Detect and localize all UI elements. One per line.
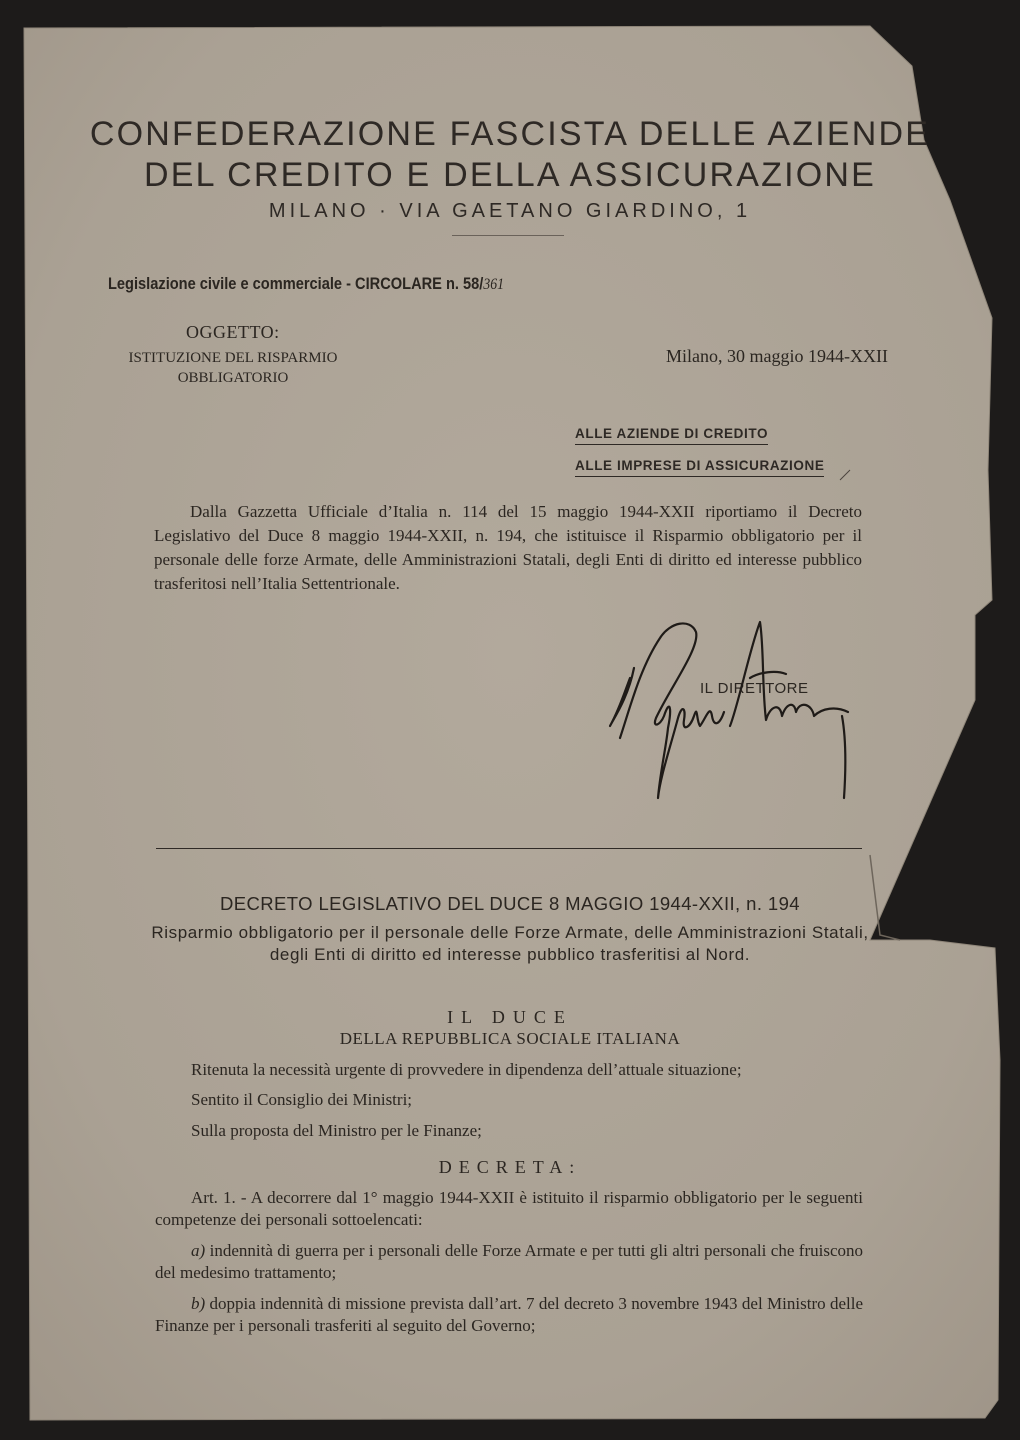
article-1 bbox=[155, 1187, 863, 1231]
oggetto-text: ISTITUZIONE DEL RISPARMIO OBBLIGATORIO bbox=[128, 350, 338, 386]
recipient-2 bbox=[575, 458, 824, 473]
item-a-label: a) bbox=[191, 1241, 206, 1260]
heading-decreta: DECRETA: bbox=[438, 1157, 582, 1177]
recipient-1-text: ALLE AZIENDE DI CREDITO bbox=[575, 426, 768, 445]
item-b-label: b) bbox=[191, 1294, 206, 1313]
preamble-line-1: Ritenuta la necessità urgente di provvedere in dipendenza dell’attuale situazione; bbox=[191, 1060, 742, 1079]
recipient-1 bbox=[575, 426, 768, 441]
preamble-line-3: Sulla proposta del Ministro per le Finanze; bbox=[191, 1121, 482, 1140]
section-divider bbox=[156, 848, 862, 849]
article-1-item-a bbox=[155, 1240, 863, 1284]
circolare-number: 361 bbox=[483, 276, 505, 293]
decree-title: DECRETO LEGISLATIVO DEL DUCE 8 MAGGIO 1944-XXII, n. 194 bbox=[220, 893, 800, 914]
organization-address: MILANO · VIA GAETANO GIARDINO, 1 bbox=[268, 200, 752, 222]
item-b-paragraph bbox=[155, 1293, 863, 1337]
organization-name-line1: CONFEDERAZIONE FASCISTA DELLE AZIENDE bbox=[89, 115, 931, 153]
item-a-text: indennità di guerra per i personali delle Forze Armate e per tutti gli altri personali che fruiscono del medesimo trattamento; bbox=[155, 1241, 863, 1282]
item-b-text: doppia indennità di missione prevista dall’art. 7 del decreto 3 novembre 1943 del Ministro delle Finanze per i personali trasferiti al seguito del Governo; bbox=[155, 1294, 863, 1335]
intro-text: Dalla Gazzetta Ufficiale d’Italia n. 114 del 15 maggio 1944-XXII riportiamo il Decreto Legislativo del Duce 8 maggio 1944-XXII, n. 194, che istituisce il Risparmio obbligatorio per il personale delle forze Armate, delle Amministrazioni Statali, degli Enti di diritto ed interesse pubblico trasferitosi nell’Italia Settentrionale. bbox=[154, 502, 862, 593]
organization-name-line2: DEL CREDITO E DELLA ASSICURAZIONE bbox=[143, 156, 876, 194]
letter-date: Milano, 30 maggio 1944-XXII bbox=[666, 346, 888, 366]
preamble-line-2: Sentito il Consiglio dei Ministri; bbox=[191, 1090, 413, 1109]
decree-subtitle: Risparmio obbligatorio per il personale delle Forze Armate, delle Amministrazioni Statali, degli Enti di diritto ed interesse pubblico trasferitisi al Nord. bbox=[151, 923, 869, 964]
oggetto-label: OGGETTO: bbox=[186, 322, 280, 342]
circolare-reference bbox=[108, 274, 504, 294]
header-divider bbox=[452, 235, 564, 236]
heading-repubblica: DELLA REPUBBLICA SOCIALE ITALIANA bbox=[339, 1029, 681, 1048]
article-1-item-b bbox=[155, 1293, 863, 1337]
circolare-label: Legislazione civile e commerciale - CIRCOLARE n. 58/ bbox=[108, 274, 484, 293]
article-1-text: Art. 1. - A decorrere dal 1° maggio 1944-XXII è istituito il risparmio obbligatorio per le seguenti competenze dei personali sottoelencati: bbox=[155, 1188, 863, 1229]
signature-title: IL DIRETTORE bbox=[700, 680, 809, 697]
heading-il-duce: IL DUCE bbox=[447, 1007, 573, 1027]
handwritten-signature bbox=[600, 608, 860, 808]
recipient-2-text: ALLE IMPRESE DI ASSICURAZIONE bbox=[575, 458, 824, 477]
intro-paragraph bbox=[154, 500, 862, 596]
item-a-paragraph bbox=[155, 1240, 863, 1284]
